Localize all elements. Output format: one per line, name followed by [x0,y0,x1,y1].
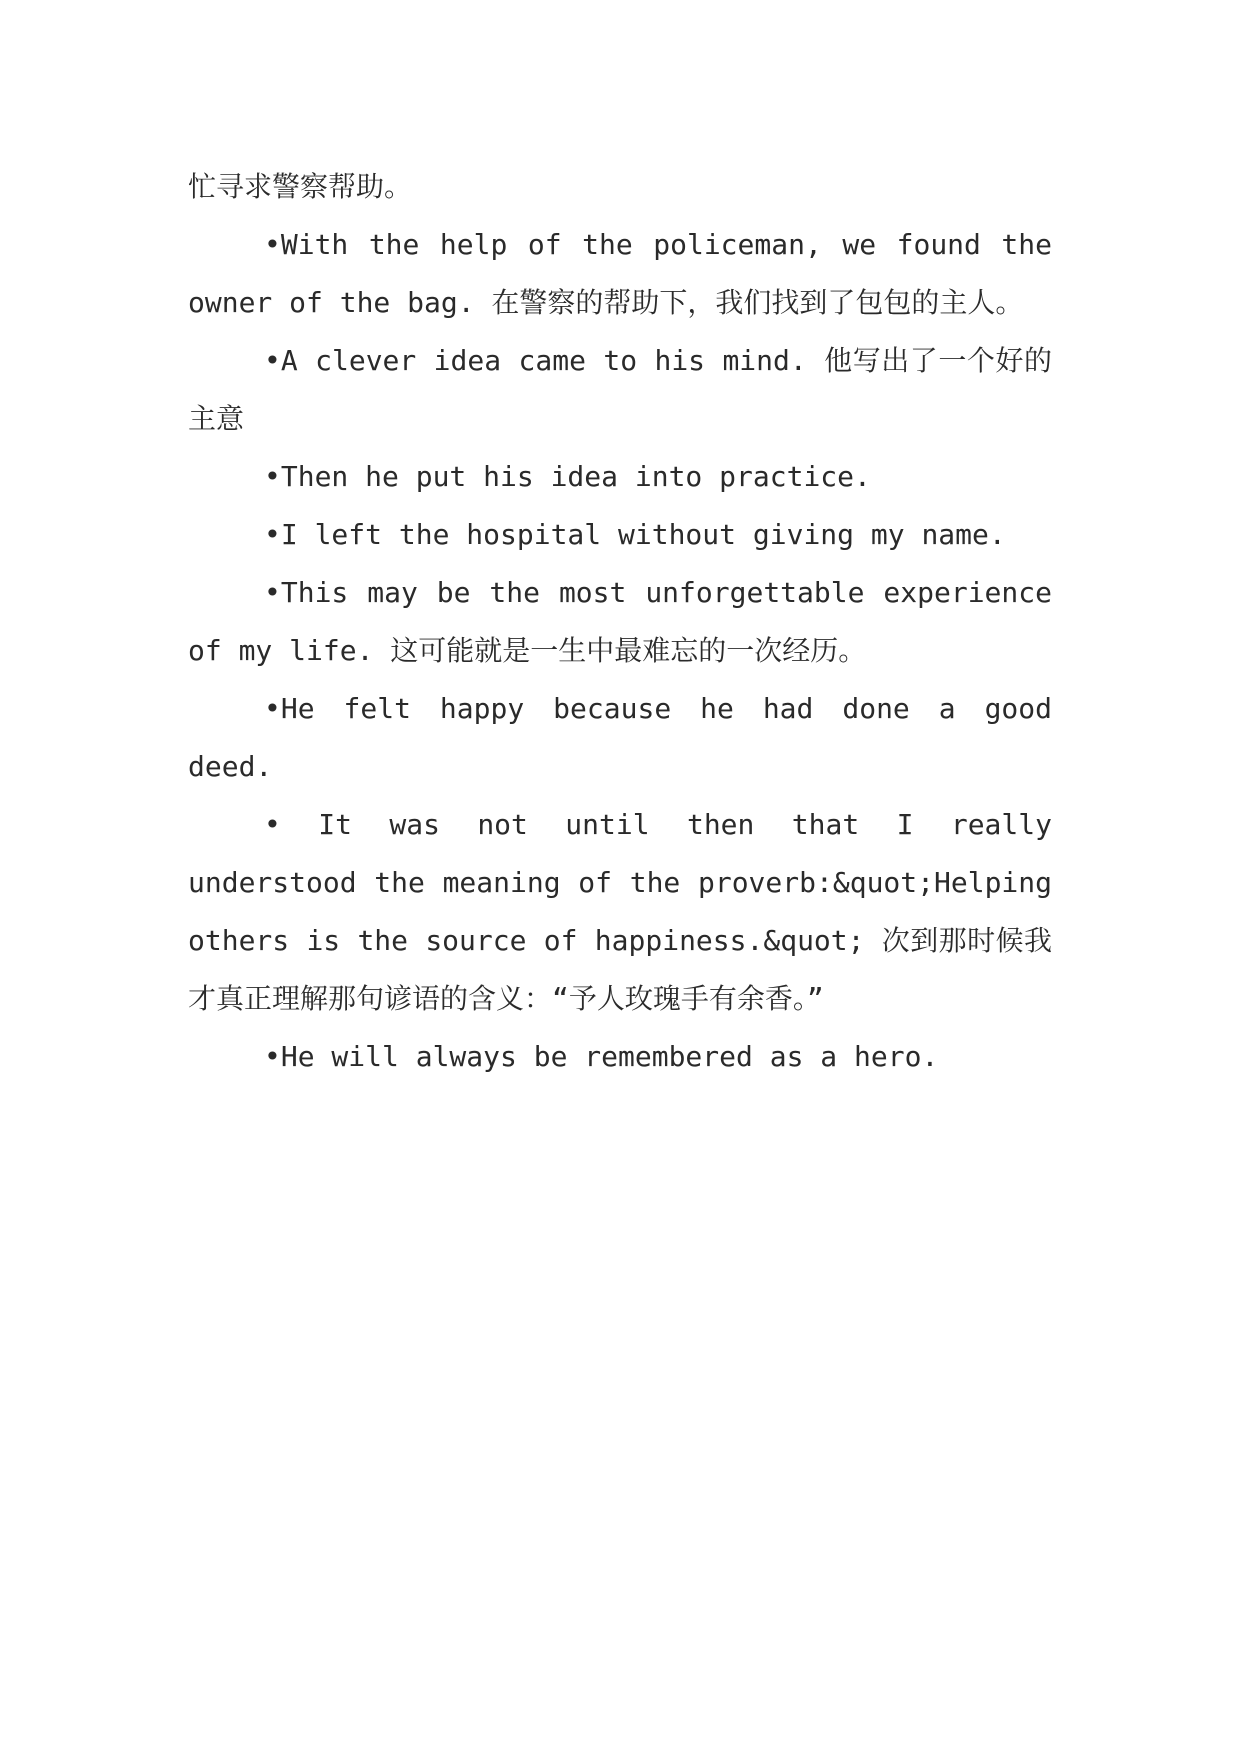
bullet-paragraph: •Then he put his idea into practice. [264,460,871,493]
bullet-paragraph: •With the help of the policeman, we found the owner of the bag. 在警察的帮助下，我们找到了包包的主人。 [188,228,1052,319]
bullet-paragraph: •I left the hospital without giving my name. [264,518,1006,551]
paragraph-continuation: 忙寻求警察帮助。 [188,170,413,203]
bullet-paragraph: •A clever idea came to his mind. 他写出了一个好的主意 [188,344,1052,435]
document-body [188,158,1052,1086]
bullet-paragraph: •He felt happy because he had done a good deed. [188,692,1052,783]
bullet-paragraph: •He will always be remembered as a hero. [264,1040,939,1073]
bullet-paragraph: •This may be the most unforgettable experience of my life. 这可能就是一生中最难忘的一次经历。 [188,576,1052,667]
bullet-paragraph: • It was not until then that I really understood the meaning of the proverb:&quot;Helping others is the source of happiness.&quot; 次到那时候我才真正理解那句谚语的含义：“予人玫瑰手有余香。” [188,808,1052,1015]
